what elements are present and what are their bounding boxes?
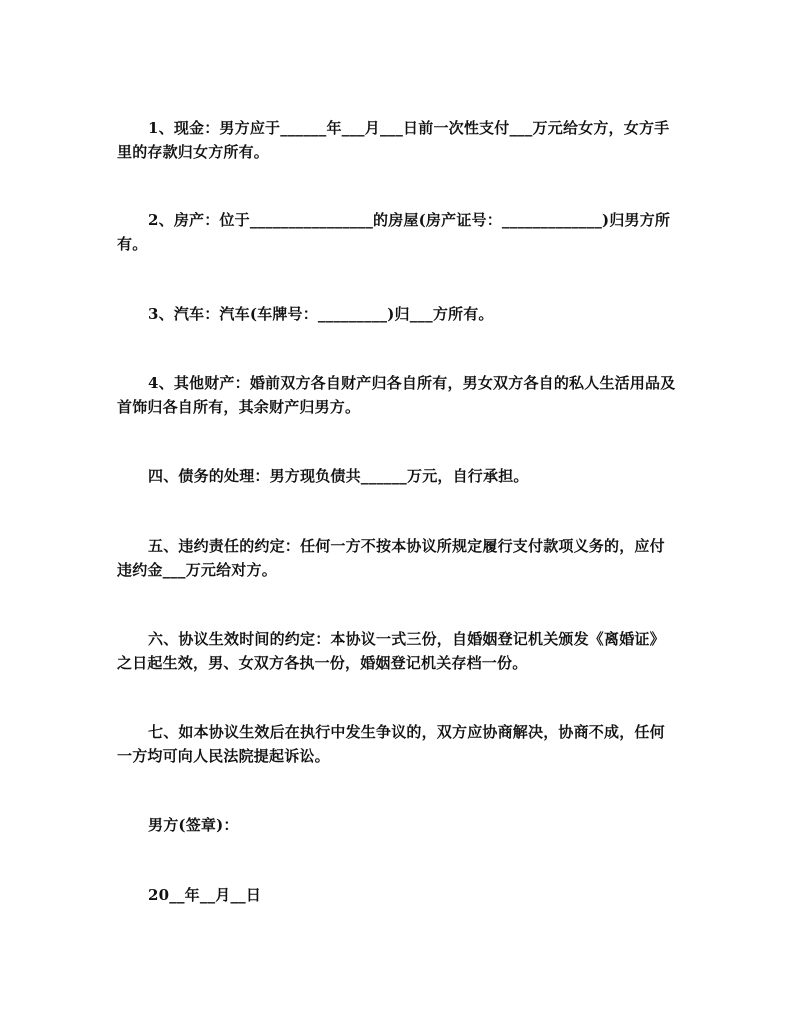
clause-disputes: 七、如本协议生效后在执行中发生争议的，双方应协商解决，协商不成，任何一方均可向人民法院提起诉讼。 [117,723,665,765]
clause-other-property: 4、其他财产：婚前双方各自财产归各自所有，男女双方各自的私人生活用品及首饰归各自所有，其余财产归男方。 [117,374,676,416]
clause-breach: 五、违约责任的约定：任何一方不按本协议所规定履行支付款项义务的，应付违约金___万元给对方。 [117,537,665,579]
signature-line: 男方(签章)： [148,816,239,834]
clause-cash: 1、现金：男方应于______年___月___日前一次性支付___万元给女方，女方手里的存款归女方所有。 [117,119,670,161]
clause-property: 2、房产：位于________________的房屋(房产证号：_____________)归男方所有。 [117,211,671,253]
clause-effective-date: 六、协议生效时间的约定：本协议一式三份，自婚姻登记机关颁发《离婚证》之日起生效，男、女双方各执一份，婚姻登记机关存档一份。 [117,630,665,672]
clause-vehicle: 3、汽车：汽车(车牌号：_________)归___方所有。 [148,305,494,323]
clause-debts: 四、债务的处理：男方现负债共______万元，自行承担。 [148,467,529,485]
date-line: 20__年__月__日 [148,886,262,904]
